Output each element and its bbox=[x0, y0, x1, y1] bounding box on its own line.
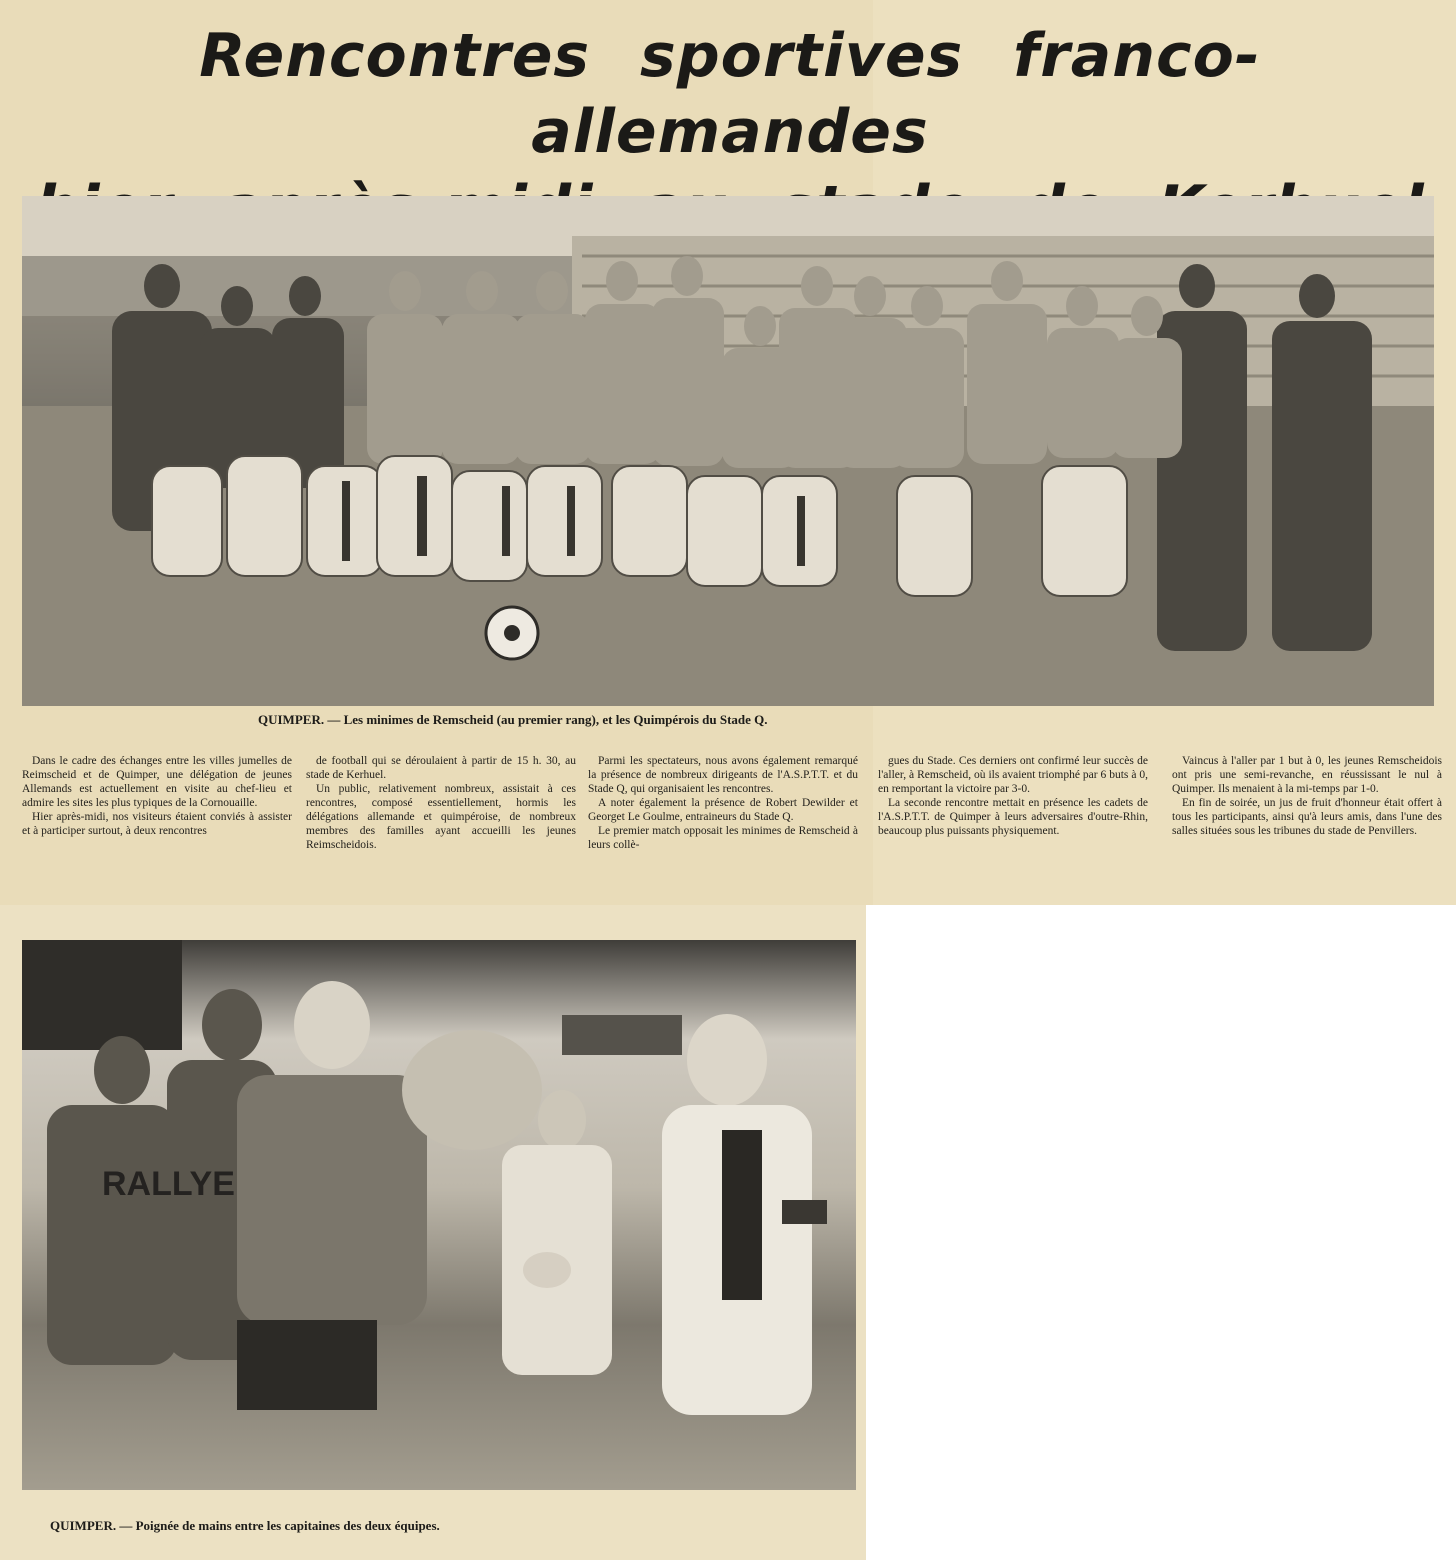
team-photo-illustration bbox=[22, 196, 1434, 706]
article-column-4 bbox=[878, 754, 1148, 838]
paragraph: La seconde rencontre mettait en présence les cadets de l'A.S.P.T.T. de Quimper à leurs adversaires d'outre-Rhin, beaucoup plus puissants physiquement. bbox=[878, 797, 1148, 837]
paragraph: gues du Stade. Ces derniers ont confirmé leur succès de l'aller, à Remscheid, où ils avaient triomphé par 6 buts à 0, en remportant la victoire par 3-0. bbox=[878, 755, 1148, 795]
jersey-logo-text: RALLYE bbox=[102, 1165, 235, 1203]
paragraph: En fin de soirée, un jus de fruit d'honneur était offert à tous les participants, ainsi qu'à leurs amis, dans l'une des salles situées sous les tribunes du stade de Penvillers. bbox=[1172, 797, 1442, 837]
paragraph: A noter également la présence de Robert Dewilder et Georget Le Goulme, entraineurs du Stade Q. bbox=[588, 797, 858, 823]
team-photo-caption: QUIMPER. — Les minimes de Remscheid (au premier rang), et les Quimpérois du Stade Q. bbox=[258, 712, 768, 727]
handshake-photo-caption: QUIMPER. — Poignée de mains entre les capitaines des deux équipes. bbox=[50, 1518, 440, 1533]
team-group-photo bbox=[22, 196, 1434, 706]
article-column-3 bbox=[588, 754, 858, 852]
captains-photo-illustration bbox=[22, 940, 856, 1490]
headline-line-1: Rencontres sportives franco-allemandes bbox=[199, 21, 1261, 167]
article-body bbox=[22, 754, 1446, 899]
paragraph: Le premier match opposait les minimes de Remscheid à leurs collè- bbox=[588, 825, 858, 851]
paragraph: Hier après-midi, nos visiteurs étaient conviés à assister et à participer surtout, à deux rencontres bbox=[22, 811, 292, 837]
article-column-5 bbox=[1172, 754, 1442, 838]
paragraph: Dans le cadre des échanges entre les villes jumelles de Reimscheid et de Quimper, une délégation de jeunes Allemands est actuellement en visite au chef-lieu et admire les sites les plus typiques de la Cornouaille. bbox=[22, 755, 292, 809]
article-column-1 bbox=[22, 754, 292, 838]
paragraph: Vaincus à l'aller par 1 but à 0, les jeunes Remscheidois ont pris une semi-revanche, en réussissant le nul à Quimper. Ils menaient à la mi-temps par 1-0. bbox=[1172, 755, 1442, 795]
captains-handshake-photo bbox=[22, 940, 856, 1490]
paragraph: Parmi les spectateurs, nous avons également remarqué la présence de nombreux dirigeants de l'A.S.P.T.T. et du Stade Q, qui organisaient les rencontres. bbox=[588, 755, 858, 795]
paragraph: de football qui se déroulaient à partir de 15 h. 30, au stade de Kerhuel. bbox=[306, 755, 576, 781]
paragraph: Un public, relativement nombreux, assistait à ces rencontres, composé essentiellement, hormis les délégations allemande et quimpéroise, de nombreux membres des familles ayant accueilli les jeunes Reimscheidois. bbox=[306, 783, 576, 851]
article-column-2 bbox=[306, 754, 576, 852]
